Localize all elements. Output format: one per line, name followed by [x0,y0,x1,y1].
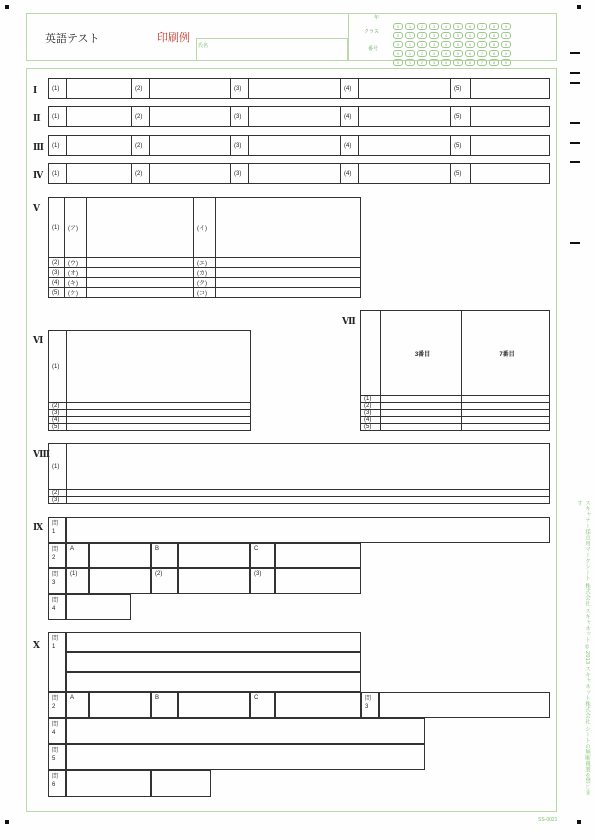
q3-label [361,692,379,718]
question-number: (2) [361,403,381,410]
answer-box[interactable] [471,107,550,127]
answer-box[interactable] [67,136,132,156]
column-header-7th: 7番目 [462,311,550,396]
answer-box[interactable] [67,497,550,504]
q6-answer-box[interactable] [66,770,151,797]
timing-mark [570,82,580,84]
section-4-label: Ⅳ [33,170,44,180]
question-label: 問1 [52,521,59,535]
section-3-table [48,135,550,156]
question-number: (3) [49,268,65,278]
answer-box[interactable] [471,79,550,99]
q4-label [48,594,66,620]
q4-label [48,718,66,744]
section-5-label: Ⅴ [33,203,40,213]
answer-box[interactable] [249,164,341,184]
mark-bubble[interactable]: 3 [429,32,439,39]
mark-bubble[interactable]: 9 [501,50,511,57]
kana-label: (ケ) [65,288,87,298]
mark-bubble[interactable]: 4 [441,23,451,30]
answer-box[interactable] [359,79,451,99]
question-number: (2) [132,136,150,156]
answer-box[interactable] [67,164,132,184]
section-4-table [48,163,550,184]
q4-answer-box[interactable] [66,718,425,744]
kana-label: (イ) [194,198,216,258]
mark-bubble[interactable]: 0 [393,23,403,30]
corner-cell [361,311,381,396]
bubble-rows[interactable] [392,15,552,65]
answer-box[interactable] [462,424,550,431]
column-header-3rd: 3番目 [381,311,462,396]
kana-label: (ク) [194,278,216,288]
answer-box[interactable] [359,164,451,184]
answer-box[interactable] [359,107,451,127]
answer-box[interactable] [249,107,341,127]
mark-bubble[interactable]: 7 [477,59,487,66]
question-number: (5) [451,107,471,127]
answer-box[interactable] [275,568,361,594]
mark-bubble[interactable]: 1 [405,59,415,66]
answer-box[interactable] [381,403,462,410]
bubble-row[interactable] [392,24,552,38]
mark-bubble[interactable]: 8 [489,23,499,30]
section-3-label: Ⅲ [33,142,44,152]
mark-bubble[interactable]: 9 [501,23,511,30]
question-number: (5) [49,424,67,431]
q3-label [48,568,66,594]
bubble-row[interactable] [392,51,552,65]
answer-box[interactable] [381,396,462,403]
answer-box[interactable] [381,410,462,417]
corner-mark-bottom-left [5,820,9,824]
answer-box[interactable] [381,424,462,431]
mark-bubble[interactable]: 6 [465,41,475,48]
answer-box[interactable] [216,198,361,258]
answer-box[interactable] [216,278,361,288]
section-10-label: Ⅹ [33,640,40,650]
answer-box[interactable] [150,79,231,99]
question-number: (2) [132,107,150,127]
question-number: (1) [66,568,89,594]
corner-mark-top-left [5,5,9,9]
question-number: (3) [231,79,249,99]
mark-bubble[interactable]: 2 [417,41,427,48]
question-number: (4) [361,417,381,424]
question-number: (5) [49,288,65,298]
question-label: 問2 [52,696,59,710]
mark-bubble[interactable]: 7 [477,50,487,57]
answer-box[interactable] [471,136,550,156]
question-number: (4) [49,278,65,288]
answer-box[interactable] [359,136,451,156]
mark-bubble[interactable]: 1 [405,23,415,30]
question-number: (3) [361,410,381,417]
corner-mark-bottom-right [577,820,581,824]
section-5-table [48,197,361,298]
question-label: 問1 [52,636,59,650]
timing-mark [570,72,580,74]
answer-box[interactable] [87,258,194,268]
answer-box[interactable] [67,417,251,424]
question-number: (1) [49,164,67,184]
q2-label [48,692,66,718]
q1-label [48,632,66,692]
mark-bubble[interactable]: 6 [465,32,475,39]
question-number: (5) [361,424,381,431]
question-number: (1) [49,331,67,403]
mark-bubble[interactable]: 7 [477,32,487,39]
mark-bubble[interactable]: 2 [417,59,427,66]
q1-answer-line[interactable] [66,632,361,652]
q6-answer-box[interactable] [151,770,211,797]
section-2-label: Ⅱ [33,113,41,123]
mark-bubble[interactable]: 4 [441,41,451,48]
answer-box[interactable] [216,268,361,278]
answer-box[interactable] [178,568,250,594]
mark-bubble[interactable]: 5 [453,59,463,66]
q1-answer-line[interactable] [66,672,361,692]
answer-box[interactable] [249,136,341,156]
answer-box[interactable] [87,278,194,288]
answer-box[interactable] [67,490,550,497]
mark-bubble[interactable]: 8 [489,41,499,48]
answer-box[interactable] [249,79,341,99]
question-number: (2) [49,403,67,410]
question-number: (4) [49,417,67,424]
mark-bubble[interactable]: 0 [393,41,403,48]
question-number: (2) [151,568,178,594]
section-8-table [48,443,550,504]
q2-label [48,543,66,568]
mark-bubble[interactable]: 7 [477,41,487,48]
form-code: SS-0021 [538,817,558,823]
mark-bubble[interactable]: 4 [441,50,451,57]
mark-bubble[interactable]: 3 [429,59,439,66]
mark-bubble[interactable]: 2 [417,50,427,57]
q1-label [48,517,66,543]
question-label: 問6 [52,774,59,788]
answer-box[interactable] [89,692,151,718]
mark-bubble[interactable]: 8 [489,59,499,66]
kana-label: (キ) [65,278,87,288]
question-number: (4) [341,107,359,127]
option-label: C [250,543,275,568]
question-number: (5) [451,136,471,156]
print-example-label: 印刷例 [157,32,190,44]
question-number: (1) [49,107,67,127]
question-number: (4) [341,164,359,184]
question-label: 問4 [52,598,59,612]
question-number: (2) [132,164,150,184]
kana-label: (ア) [65,198,87,258]
mark-bubble[interactable]: 5 [453,41,463,48]
name-field[interactable] [196,38,348,61]
section-1-label: Ⅰ [33,85,38,95]
bubble-row[interactable] [392,33,552,47]
option-label: C [250,692,275,718]
mark-bubble[interactable]: 5 [453,32,463,39]
section-7-label: Ⅶ [342,316,356,326]
option-label: B [151,543,178,568]
q4-answer-box[interactable] [66,594,131,620]
mark-bubble[interactable]: 0 [393,50,403,57]
q5-label [48,744,66,770]
q1-answer-box[interactable] [66,517,550,543]
test-title: 英語テスト [45,33,100,45]
mark-bubble[interactable]: 6 [465,23,475,30]
question-label: 問2 [52,547,59,561]
answer-box[interactable] [67,79,132,99]
timing-mark [570,242,580,244]
mark-bubble[interactable]: 8 [489,32,499,39]
mark-bubble[interactable]: 4 [441,32,451,39]
question-number: (2) [49,490,67,497]
q1-answer-line[interactable] [66,652,361,672]
mark-bubble[interactable]: 3 [429,23,439,30]
kana-label: (コ) [194,288,216,298]
question-label: 問4 [52,722,59,736]
kana-label: (カ) [194,268,216,278]
answer-box[interactable] [150,107,231,127]
answer-box[interactable] [67,444,550,490]
option-label: A [66,692,89,718]
question-number: (1) [49,136,67,156]
answer-box[interactable] [381,417,462,424]
answer-box[interactable] [216,288,361,298]
answer-box[interactable] [178,543,250,568]
kana-label: (オ) [65,268,87,278]
question-number: (2) [132,79,150,99]
question-number: (5) [451,164,471,184]
answer-box[interactable] [87,268,194,278]
question-number: (4) [341,136,359,156]
mark-bubble[interactable]: 5 [453,23,463,30]
answer-box[interactable] [67,424,251,431]
question-number: (5) [451,79,471,99]
answer-box[interactable] [67,410,251,417]
answer-box[interactable] [462,417,550,424]
answer-box[interactable] [462,403,550,410]
mark-bubble[interactable]: 6 [465,59,475,66]
answer-box[interactable] [67,331,251,403]
question-number: (4) [341,79,359,99]
question-number: (3) [231,136,249,156]
class-label: クラス [364,29,379,35]
answer-box[interactable] [275,692,361,718]
question-number: (1) [49,444,67,490]
answer-box[interactable] [89,568,151,594]
answer-box[interactable] [87,198,194,258]
section-2-table [48,106,550,127]
answer-box[interactable] [89,543,151,568]
answer-box[interactable] [462,410,550,417]
name-label: 氏名 [198,43,209,49]
section-6-table [48,330,251,431]
question-number: (3) [49,410,67,417]
section-7-table [360,310,550,431]
timing-mark [570,161,580,163]
mark-bubble[interactable]: 6 [465,50,475,57]
mark-bubble[interactable]: 0 [393,59,403,66]
side-copyright-text: スキャナー採点用マークシート 株式会社 スキャネット ©2013 スキャネット株式会社 シートの無断複製を禁じます [576,500,590,796]
mark-bubble[interactable]: 7 [477,23,487,30]
answer-box[interactable] [67,403,251,410]
option-label: B [151,692,178,718]
answer-box[interactable] [87,288,194,298]
answer-box[interactable] [150,136,231,156]
section-9-label: Ⅸ [33,522,44,532]
mark-bubble[interactable]: 2 [417,23,427,30]
answer-box[interactable] [150,164,231,184]
question-number: (3) [49,497,67,504]
bubble-row[interactable] [392,42,552,56]
kana-label: (ウ) [65,258,87,268]
section-1-table [48,78,550,99]
mark-bubble[interactable]: 1 [405,50,415,57]
question-number: (1) [49,79,67,99]
timing-mark [570,142,580,144]
mark-bubble[interactable]: 2 [417,32,427,39]
option-label: A [66,543,89,568]
q3-answer-box[interactable] [379,692,550,718]
number-label: 番号 [368,46,379,52]
mark-bubble[interactable]: 9 [501,59,511,66]
question-label: 問3 [52,572,59,586]
mark-bubble[interactable]: 9 [501,41,511,48]
answer-box[interactable] [471,164,550,184]
mark-bubble[interactable]: 1 [405,41,415,48]
q5-answer-box[interactable] [66,744,425,770]
question-number: (3) [231,164,249,184]
section-8-label: Ⅷ [33,449,51,459]
mark-bubble[interactable]: 9 [501,32,511,39]
section-6-label: Ⅵ [33,335,44,345]
q6-label [48,770,66,797]
mark-bubble[interactable]: 1 [405,32,415,39]
question-number: (3) [231,107,249,127]
answer-box[interactable] [178,692,250,718]
question-label: 問5 [52,748,59,762]
bubble-row[interactable] [392,15,552,29]
question-number: (2) [49,258,65,268]
timing-mark [570,122,580,124]
mark-bubble[interactable]: 3 [429,41,439,48]
mark-bubble[interactable]: 4 [441,59,451,66]
kana-label: (エ) [194,258,216,268]
mark-bubble[interactable]: 3 [429,50,439,57]
corner-mark-top-right [577,5,581,9]
question-number: (3) [250,568,275,594]
question-number: (1) [361,396,381,403]
question-number: (1) [49,198,65,258]
timing-mark [570,52,580,54]
grade-label: 年 [374,15,380,21]
mark-bubble[interactable]: 0 [393,32,403,39]
answer-box[interactable] [67,107,132,127]
mark-bubble[interactable]: 5 [453,50,463,57]
answer-box[interactable] [275,543,361,568]
answer-box[interactable] [462,396,550,403]
answer-box[interactable] [216,258,361,268]
question-label: 問3 [365,696,372,710]
mark-bubble[interactable]: 8 [489,50,499,57]
